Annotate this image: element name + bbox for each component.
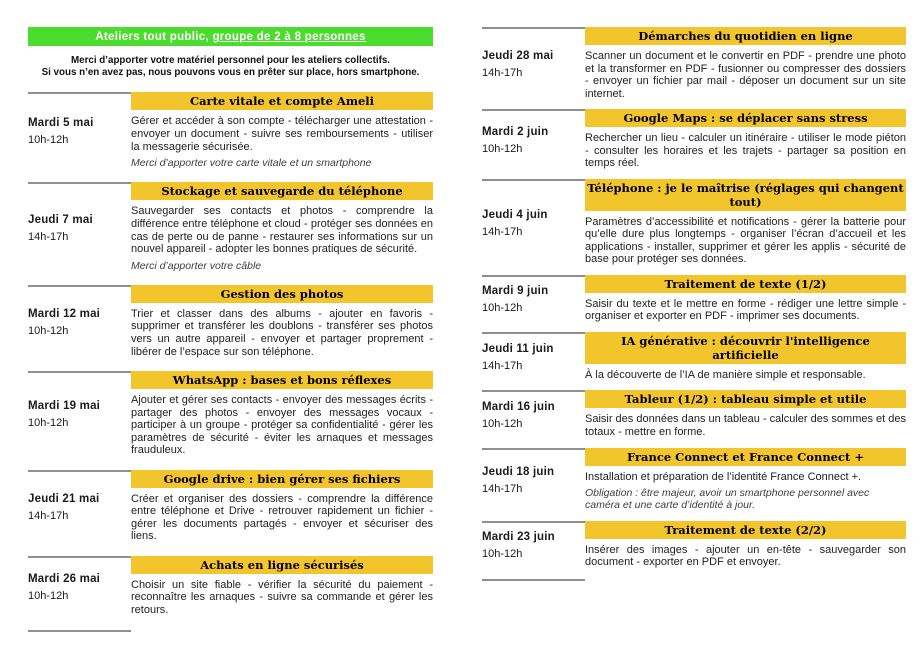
session-traitement-texte-1	[482, 275, 906, 323]
session-date: Mardi 16 juin	[482, 400, 555, 413]
session-tableur	[482, 390, 906, 438]
session-date-block	[482, 390, 585, 438]
session-title-bar: Tableur (1/2) : tableau simple et utile	[585, 390, 906, 408]
session-time: 14h-17h	[482, 67, 523, 80]
intro-line-2: Si vous n’en avez pas, nous pouvons vous en prêter sur place, hors smartphone.	[41, 67, 420, 79]
session-description: Rechercher un lieu - calculer un itinéraire - utiliser le mode piéton - consulter les horaires et les trajets - partager sa position en temps réel.	[585, 132, 906, 170]
session-description: Ajouter et gérer ses contacts - envoyer des messages écrits - partager des photos - envoyer des messages vocaux - participer à un groupe - protéger sa confidentialité - gérer les paramètres de sécurité - éviter les arnaques et messages frauduleux.	[131, 394, 433, 457]
session-title-bar: Traitement de texte (1/2)	[585, 275, 906, 293]
session-description: Scanner un document et le convertir en PDF - prendre une photo et la transformer en PDF - fusionner ou compresser des dossiers - envoyer un fichier par mail - déposer un document sur un site internet.	[585, 50, 906, 100]
session-date: Jeudi 21 mai	[28, 492, 100, 505]
session-date-block	[28, 556, 131, 617]
banner-text-prefix: Ateliers tout public,	[95, 31, 213, 43]
session-date-block	[482, 521, 585, 569]
intro-note	[28, 55, 433, 79]
session-description: À la découverte de l’IA de manière simple et responsable.	[585, 368, 866, 381]
session-google-maps	[482, 109, 906, 170]
session-title-bar: WhatsApp : bases et bons réflexes	[131, 371, 433, 389]
session-title-bar: Google Maps : se déplacer sans stress	[585, 109, 906, 127]
session-date-block	[482, 448, 585, 512]
session-time: 14h-17h	[28, 509, 69, 522]
session-time: 14h-17h	[28, 230, 69, 243]
session-date-block	[482, 275, 585, 323]
session-date-block	[482, 27, 585, 100]
session-time: 10h-12h	[482, 548, 523, 561]
session-time: 10h-12h	[482, 142, 523, 155]
session-achats-en-ligne	[28, 556, 433, 617]
session-title-bar: Achats en ligne sécurisés	[131, 556, 433, 574]
session-date-block	[482, 109, 585, 170]
session-title-bar: Google drive : bien gérer ses fichiers	[131, 470, 433, 488]
session-date: Mardi 26 mai	[28, 572, 101, 585]
session-date: Jeudi 11 juin	[482, 343, 554, 356]
session-description: Créer et organiser des dossiers - comprendre la différence entre téléphone et Drive - retrouver rapidement un fichier - gérer les documents partagés - envoyer et sécuriser des liens.	[131, 492, 433, 543]
left-column	[28, 27, 433, 632]
session-description: Insérer des images - ajouter un en-tête - sauvegarder son document - exporter en PDF et envoyer.	[585, 543, 906, 569]
session-date-block	[28, 182, 131, 272]
session-date: Jeudi 4 juin	[482, 208, 548, 221]
session-date-block	[28, 371, 131, 457]
session-time: 10h-12h	[28, 134, 69, 147]
left-column-end-divider	[28, 630, 131, 632]
session-description: Installation et préparation de l’identité France Connect +.	[585, 470, 862, 483]
session-title-bar: Carte vitale et compte Ameli	[131, 92, 433, 110]
session-stockage-sauvegarde	[28, 182, 433, 272]
session-ia-generative	[482, 332, 906, 382]
session-gestion-photos	[28, 285, 433, 358]
session-title-bar: Démarches du quotidien en ligne	[585, 27, 906, 45]
session-title-bar: Gestion des photos	[131, 285, 433, 303]
session-whatsapp	[28, 371, 433, 457]
session-demarches-quotidien	[482, 27, 906, 100]
session-description: Trier et classer dans des albums - ajouter en favoris - supprimer et transférer les doublons - transférer ses photos vers un autre appareil - envoyer et partager proprement - libérer de l’espace sur son téléphone.	[131, 307, 433, 358]
session-title-bar: Téléphone : je le maîtrise (réglages qui changent tout)	[585, 179, 906, 211]
session-description: Choisir un site fiable - vérifier la sécurité du paiement - reconnaître les arnaques - suivre sa commande et gérer les retours.	[131, 578, 433, 616]
session-note: Merci d’apporter votre câble	[131, 259, 262, 272]
session-title-bar: IA générative : découvrir l'intelligence artificielle	[585, 332, 906, 364]
session-date-block	[482, 179, 585, 266]
intro-line-1: Merci d’apporter votre matériel personnel pour les ateliers collectifs.	[70, 55, 391, 66]
session-date-block	[28, 470, 131, 543]
session-time: 10h-12h	[28, 417, 69, 430]
session-description: Sauvegarder ses contacts et photos - comprendre la différence entre téléphone et cloud - protéger ses données en cas de perte ou de panne - restaurer ses informations sur un nouvel appareil - adopter les bonnes pratiques de sécurité.	[131, 205, 433, 256]
session-title-bar: Stockage et sauvegarde du téléphone	[131, 182, 433, 200]
session-google-drive	[28, 470, 433, 543]
session-date: Mardi 19 mai	[28, 400, 101, 413]
session-date: Jeudi 28 mai	[482, 50, 554, 63]
right-column-end-divider	[482, 579, 585, 581]
session-time: 14h-17h	[482, 483, 523, 496]
session-date: Mardi 2 juin	[482, 125, 549, 138]
session-telephone-maitrise	[482, 179, 906, 266]
session-time: 10h-12h	[28, 325, 69, 337]
session-date: Mardi 9 juin	[482, 285, 549, 298]
session-date: Mardi 5 mai	[28, 117, 94, 130]
session-time: 10h-12h	[482, 417, 523, 430]
session-description: Saisir des données dans un tableau - calculer des sommes et des totaux - mettre en forme.	[585, 413, 907, 438]
session-note: Obligation : être majeur, avoir un smartphone personnel avec caméra et une carte d’identité à jour.	[585, 487, 870, 512]
session-date: Mardi 23 juin	[482, 531, 555, 544]
session-description: Paramètres d’accessibilité et notifications - gérer la batterie pour qu’elle dure plus longtemps - organiser l’écran d’accueil et les applications - installer, supprimer et gérer les applis - sécurité de base pour protéger ses données.	[585, 215, 906, 266]
session-time: 10h-12h	[482, 302, 523, 315]
session-date: Jeudi 7 mai	[28, 213, 93, 226]
session-note: Merci d’apporter votre carte vitale et un smartphone	[131, 157, 372, 170]
session-date-block	[28, 92, 131, 169]
public-workshops-banner	[28, 27, 433, 46]
session-date: Mardi 12 mai	[28, 308, 101, 320]
session-time: 14h-17h	[482, 360, 523, 373]
right-column	[482, 27, 906, 632]
session-title-bar: France Connect et France Connect +	[585, 448, 906, 466]
session-traitement-texte-2	[482, 521, 906, 569]
session-date: Jeudi 18 juin	[482, 466, 555, 479]
session-description: Gérer et accéder à son compte - télécharger une attestation - envoyer un document - suivre ses remboursements - utiliser la messagerie sécurisée.	[131, 115, 433, 153]
session-date-block	[482, 332, 585, 382]
session-time: 14h-17h	[482, 225, 523, 238]
session-france-connect	[482, 448, 906, 512]
session-description: Saisir du texte et le mettre en forme - rédiger une lettre simple - organiser et exporter en PDF - imprimer ses documents.	[585, 297, 906, 323]
session-time: 10h-12h	[28, 589, 69, 602]
banner-text-underlined: groupe de 2 à 8 personnes	[212, 31, 366, 43]
session-title-bar: Traitement de texte (2/2)	[585, 521, 906, 539]
session-carte-vitale	[28, 92, 433, 169]
session-date-block	[28, 285, 131, 358]
